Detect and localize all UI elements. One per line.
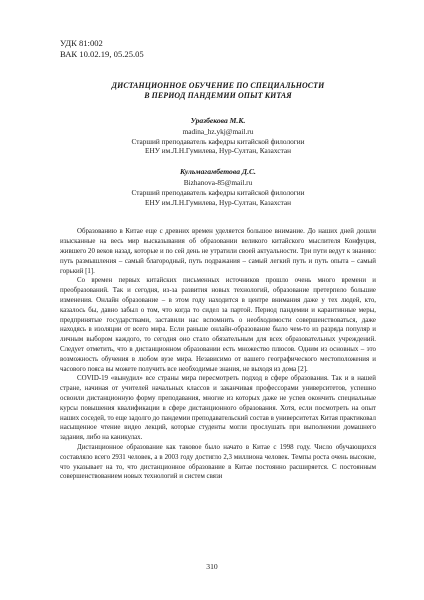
article-title [60,81,376,101]
body-paragraph: COVID-19 «вынудил» все страны мира пересмотреть подход в сфере образования. Так и в нашей стране, начиная от учителей начальных классов и заканчивая профессорами университетов, успешно освоили дистанционную форму преподавания, многие из которых даже не успев окончить специальные курсы повышения квалификации в сфере дистанционного образования. Хотя, если посмотреть на опыт наших соседей, то еще задолго до пандемии преподавательский состав в университетах Китая практиковал насыщенное чтение видео лекций, которые студенты могли прослушать при выполнении домашнего задания, либо на каникулах. [60,375,376,442]
author-block-2 [60,167,376,207]
author-affiliation: ЕНУ им.Л.Н.Гумилева, Нур-Султан, Казахстан [144,146,291,156]
author-email: Bizhanova-85@mail.ru [183,177,253,187]
page-number: 310 [206,562,218,571]
body-paragraph: Дистанционное образование как таковое было начато в Китае с 1998 году. Число обучающихся составляло всего 2931 человек, а в 2003 году достигло 2,3 миллиона человек. Темпы роста очень высокие, что указывает на то, что дистанционное образование в Китае постоянно расширяется. С постоянным совершенствованием новых технологий и систем связи [60,443,376,481]
author-affiliation: ЕНУ им.Л.Н.Гумилева, Нур-Султан, Казахстан [144,197,291,207]
title-line-2: В ПЕРИОД ПАНДЕМИИ ОПЫТ КИТАЯ [144,91,292,100]
article-body [60,227,376,482]
author-position: Старший преподаватель кафедры китайской филологии [131,187,305,197]
title-line-1: ДИСТАНЦИОННОЕ ОБУЧЕНИЕ ПО СПЕЦИАЛЬНОСТИ [111,81,325,90]
author-email: madina_hz.ykj@mail.ru [182,126,254,136]
body-paragraph: Образованию в Китае еще с древних времен уделяется большое внимание. До наших дней дошли изысканные на весь мир высказывания об образовании великого китайского мыслителя Конфуция, жившего 20 веков назад, которые и по сей день не утратили своей актуальности. Три пути ведут к знанию: путь размышления – самый благородный, путь подражания – самый легкий путь и путь опыта – самый горький [1]. [60,228,376,275]
vak-code: ВАК 10.02.19, 05.25.05 [60,49,144,59]
author-position: Старший преподаватель кафедры китайской филологии [131,136,305,146]
body-paragraph: Со времен первых китайских письменных источников прошло очень много времени и преобразований. Так и сегодня, из-за развития новых технологий, образование претерпело большие изменения. Онлайн образование – в этом году находится в центре внимания даже у тех людей, кто, казалось бы, давно забыл о том, что когда то сидел за партой. Период пандемии и карантинные меры, предпринятые государствами, заставили нас вспомнить о необходимости совершенствоваться, даже находясь в изоляции от всего мира. Если раньше онлайн-образование было чем-то из разряда популяр и личным выбором каждого, то сегодня оно стало обязательным для всех образовательных учреждений. Следует отметить, что в дистанционном образовании есть множество плюсов. Одним из основных – это возможность обучения в любом вузе мира. Независимо от вашего географического местоположения и часового пояса вы можете получить все необходимые знания, не выходя из дома [2]. [60,277,376,373]
article-metadata [60,38,376,60]
author-block-1 [60,116,376,156]
udc-code: УДК 81:002 [60,38,103,48]
author-name: Кульмагамбетова Д.С. [180,167,256,177]
author-name: Уразбекова М.К. [190,116,246,125]
